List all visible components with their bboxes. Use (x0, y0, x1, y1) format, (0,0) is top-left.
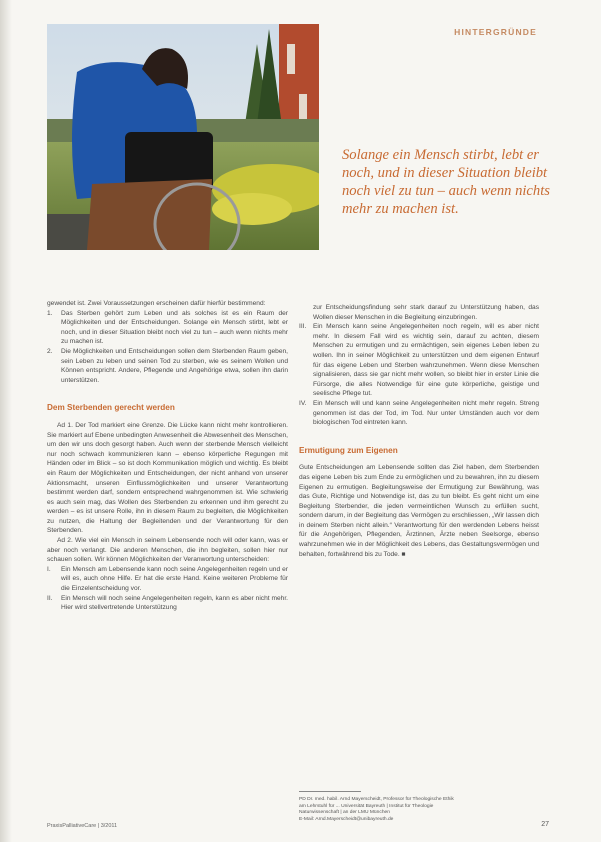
right-column (299, 303, 539, 559)
footnote-line: Naturwissenschaft | an der LMU München (299, 810, 390, 816)
list-text: Ein Mensch will und kann seine Angelegenheiten nicht mehr regeln. Streng genommen ist das der Tod, im Tod. Nur unter Umständen auch vor dem biologischen Tod eintreten kann. (313, 399, 539, 427)
list-text: Ein Mensch am Lebensende kann noch seine Angelegenheiten regeln und er will es, auch ohne Hilfe. Er hat die erste Hand. Keine weiteren Probleme für die Einzelentscheidung vor. (61, 565, 288, 593)
footnote-rule (299, 791, 361, 792)
body-paragraph: Ad 1. Der Tod markiert eine Grenze. Die Lücke kann nicht mehr kontrollieren. Sie markiert auf Ebene unbedingten Anwesenheit die Abwesenheit des Menschen, um den wir uns doch gesorgt haben. Auch wenn der sterbende Mensch vielleicht nur noch schwach kommunizieren kann – ebenso körperliche Regungen mit Händen oder im Blick – so ist doch Kommunikation möglich und wichtig. Es bleibt ein Raum der Möglichkeiten und Entscheidungen, der nicht anhand von unserer Aktionsmacht, unseren Einflussmöglichkeiten und unserer Verantwortung bestimmt werden darf, sondern entsprechend wahrgenommen ist. Wie schwierig es auch sein mag, das Wollen des Sterbenden zu erkennen und ihm gerecht zu werden – es ist unsere Rolle, ihn in diesem Raum zu begleiten, die Möglichkeiten zu nutzen, die Haltung der Begleitenden und der Verantwortung für den Sterbenden. (47, 421, 288, 535)
section-heading: Dem Sterbenden gerecht werden (47, 403, 175, 413)
left-column (47, 299, 288, 613)
list-marker: II. (47, 594, 53, 602)
roman-list-item (299, 322, 539, 399)
roman-list-item (299, 399, 539, 428)
photo-illustration (47, 24, 319, 250)
intro-paragraph: gewendet ist. Zwei Voraussetzungen erscheinen dafür hierfür bestimmend: (47, 300, 266, 307)
paragraph-text: Gute Entscheidungen am Lebensende sollten das Ziel haben, dem Sterbenden das eigene Leben bis zum Ende zu ermöglichen und zu bewahren, ihn zu diesem Eigenen zu ermutigen. Begleitungsweise der Ermutigung zur Bewährung, was das Gute, Richtige und Notwendige ist, das zu tun bleibt. Es geht nicht um eine Begleitung Sterbender, die jeden vermeintlichen Wunsch zu erfüllen sucht, sondern darum, in der Begleitung das Vermögen zu erschliessen, „Wir lassen dich in deinem Sterben nicht allein.“ Verantwortung für den werdenden Lebens heisst für die Angehörigen, Pflegenden, Ärztinnen, Ärzte neben Seelsorge, ebenso wahrzunehmen wie in der Möglichkeit des Lebens, das Gestaltungsvermögen und behalten, fortwährend bis zu Tode. (299, 464, 539, 558)
roman-list-item (47, 565, 288, 594)
list-text: Die Möglichkeiten und Entscheidungen sollen dem Sterbenden Raum geben, sein Leben zu leben und seinen Tod zu sterben, wie es seinem Wollen und Können entspricht. Andere, Pflegende und Angehörige etwa, sollen ihn darin unterstützen. (61, 347, 288, 384)
list-marker: III. (299, 323, 307, 331)
list-item (47, 309, 288, 347)
footnote-line: PD Dr. med. habil. Arnd Mayerscheidt, Professor für Theologische Ethik (299, 797, 454, 802)
section-label: HINTERGRÜNDE (454, 27, 537, 37)
list-item (47, 347, 288, 385)
list-marker: IV. (299, 399, 307, 407)
list-marker: 2. (47, 347, 53, 355)
page-number: 27 (541, 821, 549, 828)
continued-paragraph: zur Entscheidungsfindung sehr stark darauf zu Unterstützung haben, das Wollen dieser Menschen in die Begleitung einzubringen. (313, 304, 539, 321)
footnote-line: am Lehrstuhl für ... Universität Bayreuth | Institut für Theologie (299, 803, 434, 809)
publication-footer: PraxisPalliativeCare | 3/2011 (47, 823, 118, 829)
author-footnote (299, 797, 539, 823)
body-paragraph: Ad 2. Wie viel ein Mensch in seinem Lebensende noch will oder kann, was er aber noch verlangt. Die anderen Menschen, die ihn begleiten, sollen hier nur schauen sollen. Wir können Möglichkeiten der Veranwortung unterscheiden: (47, 537, 288, 564)
list-marker: I. (47, 565, 51, 573)
page-binding-shadow (0, 0, 12, 842)
roman-list-item (47, 594, 288, 613)
list-text: Ein Mensch kann seine Angelegenheiten noch regeln, will es aber nicht mehr. In diesem Fall wird es wichtig sein, darauf zu achten, diesem Menschen zu ermutigen und zu ermächtigen, sein eigenes Leben leben zu wollen. Ihn in seiner Möglichkeit zu unterstützen und dem eigenen Entwurf für das eigene Leben und Sterben wahrzunehmen. Wenn diese Menschen signalisieren, dass sie gar nicht mehr wollen, so bleibt hier in erster Linie die Fürsorge, die alles Notwendige für eine gute körperliche, geistige und seelische Pflege tut. (313, 323, 539, 398)
footnote-line: E-Mail: Arnd.Mayerscheidt@unibayreuth.de (299, 816, 394, 822)
body-paragraph (299, 463, 539, 559)
end-mark: ■ (401, 550, 406, 558)
photo-wheelchair-garden (47, 24, 319, 250)
list-text: Ein Mensch will noch seine Angelegenheiten regeln, kann es aber nicht mehr. Hier wird stellvertretende Unterstützung (61, 594, 288, 612)
list-text: Das Sterben gehört zum Leben und als solches ist es ein Raum der Möglichkeiten und der Entscheidungen. Solange ein Mensch stirbt, lebt er noch, und in dieser Situation bleibt noch viel zu tun – auch wenn nichts mehr zu machen ist. (61, 309, 288, 346)
section-heading: Ermutigung zum Eigenen (299, 445, 398, 455)
pullquote: Solange ein Mensch stirbt, lebt er noch, und in dieser Situation bleibt noch viel zu tun – auch wenn nichts mehr zu machen ist. (342, 147, 550, 217)
list-marker: 1. (47, 309, 53, 317)
